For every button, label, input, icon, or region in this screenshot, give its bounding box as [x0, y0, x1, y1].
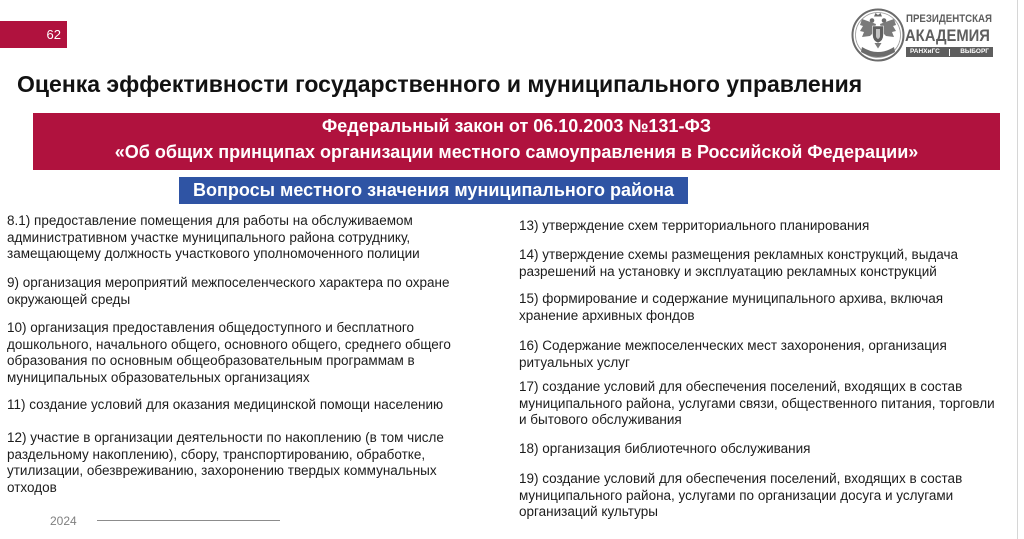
page-number: 62 [46, 27, 61, 42]
topic-item-line: организаций культуры [519, 504, 658, 519]
footer-year: 2024 [50, 514, 77, 528]
topic-item-line: 13) утверждение схем территориального планирования [519, 218, 870, 233]
topic-item [519, 338, 947, 371]
topic-item-line: муниципальных образовательных организациях [7, 369, 310, 385]
topic-item-line: 11) создание условий для оказания медицинской помощи населению [7, 397, 444, 412]
topic-item [519, 291, 943, 324]
footer-divider [97, 520, 280, 521]
topic-item-line: 8.1) предоставление помещения для работы на обслуживаемом [7, 213, 413, 228]
topic-item-line: хранение архивных фондов [519, 307, 695, 323]
topic-item-line: 12) участие в организации деятельности по накоплению (в том числе [7, 430, 444, 445]
law-banner [33, 113, 1000, 170]
slide-edge-line [1017, 0, 1018, 539]
topic-item-line: 10) организация предоставления общедоступного и бесплатного [7, 320, 415, 335]
topic-item-line: дошкольного, начального общего, основного общего, среднего общего [7, 336, 451, 352]
topic-item-line: раздельному накоплению), сбору, транспортированию, обработке, [7, 446, 426, 462]
topic-item-line: муниципального района, услугами связи, общественного питания, торговли [519, 395, 995, 411]
logo-tag-city: ВЫБОРГ [960, 48, 989, 55]
topic-item-line: утилизации, обезвреживанию, захоронению твердых коммунальных [7, 463, 437, 478]
page-number-badge [0, 21, 67, 48]
logo-tag-separator [949, 49, 950, 56]
topic-item [7, 430, 444, 496]
topic-item-line: 17) создание условий для обеспечения поселений, входящих в состав [519, 379, 963, 394]
topic-item-line: замещающему должность участкового уполномоченного полиции [7, 246, 420, 261]
topic-item-line: разрешений на установку и эксплуатацию рекламных конструкций [519, 263, 937, 279]
topic-item [7, 213, 420, 263]
topic-item-line: отходов [7, 479, 57, 495]
logo-text-presidential: ПРЕЗИДЕНТСКАЯ [906, 13, 993, 25]
law-banner-line1: Федеральный закон от 06.10.2003 №131-ФЗ [321, 116, 712, 136]
topic-item-line: окружающей среды [7, 291, 131, 307]
topic-item-line: административном участке муниципального района сотруднику, [7, 229, 411, 245]
logo-tag-ranepa: РАНХиГС [910, 48, 940, 55]
topic-item-line: 14) утверждение схемы размещения рекламных конструкций, выдача [519, 247, 959, 262]
topic-item-line: 9) организация мероприятий межпоселенческого характера по охране [7, 275, 450, 290]
topic-item [7, 397, 443, 414]
topic-item [7, 275, 449, 308]
slide-title: Оценка эффективности государственного и муниципального управления [17, 71, 863, 97]
academy-emblem-logo [850, 7, 906, 63]
topic-item [7, 320, 451, 386]
topic-item-line: ритуальных услуг [519, 354, 630, 370]
topic-item [519, 379, 995, 429]
topic-item-line: муниципального района, услугами по организации досуга и услугами [519, 487, 954, 503]
section-heading: Вопросы местного значения муниципального района [179, 177, 688, 204]
topic-item-line: и бытового обслуживания [519, 412, 682, 427]
topic-item-line: 15) формирование и содержание муниципального архива, включая [519, 291, 944, 306]
topic-item [519, 441, 810, 458]
law-banner-line2: «Об общих принципах организации местного самоуправления в Российской Федерации» [114, 142, 919, 162]
topic-item-line: 16) Содержание межпоселенческих мест захоронения, организация [519, 338, 947, 353]
topic-item-line: 18) организация библиотечного обслуживания [519, 441, 811, 456]
topic-item-line: 19) создание условий для обеспечения поселений, входящих в состав [519, 471, 963, 486]
topic-item-line: образования по основным общеобразовательным программам в [7, 353, 415, 368]
logo-tag [906, 47, 993, 57]
topic-item [519, 471, 962, 521]
topic-item [519, 247, 958, 280]
logo-text-academy: АКАДЕМИЯ [905, 26, 990, 45]
topic-item [519, 218, 869, 235]
